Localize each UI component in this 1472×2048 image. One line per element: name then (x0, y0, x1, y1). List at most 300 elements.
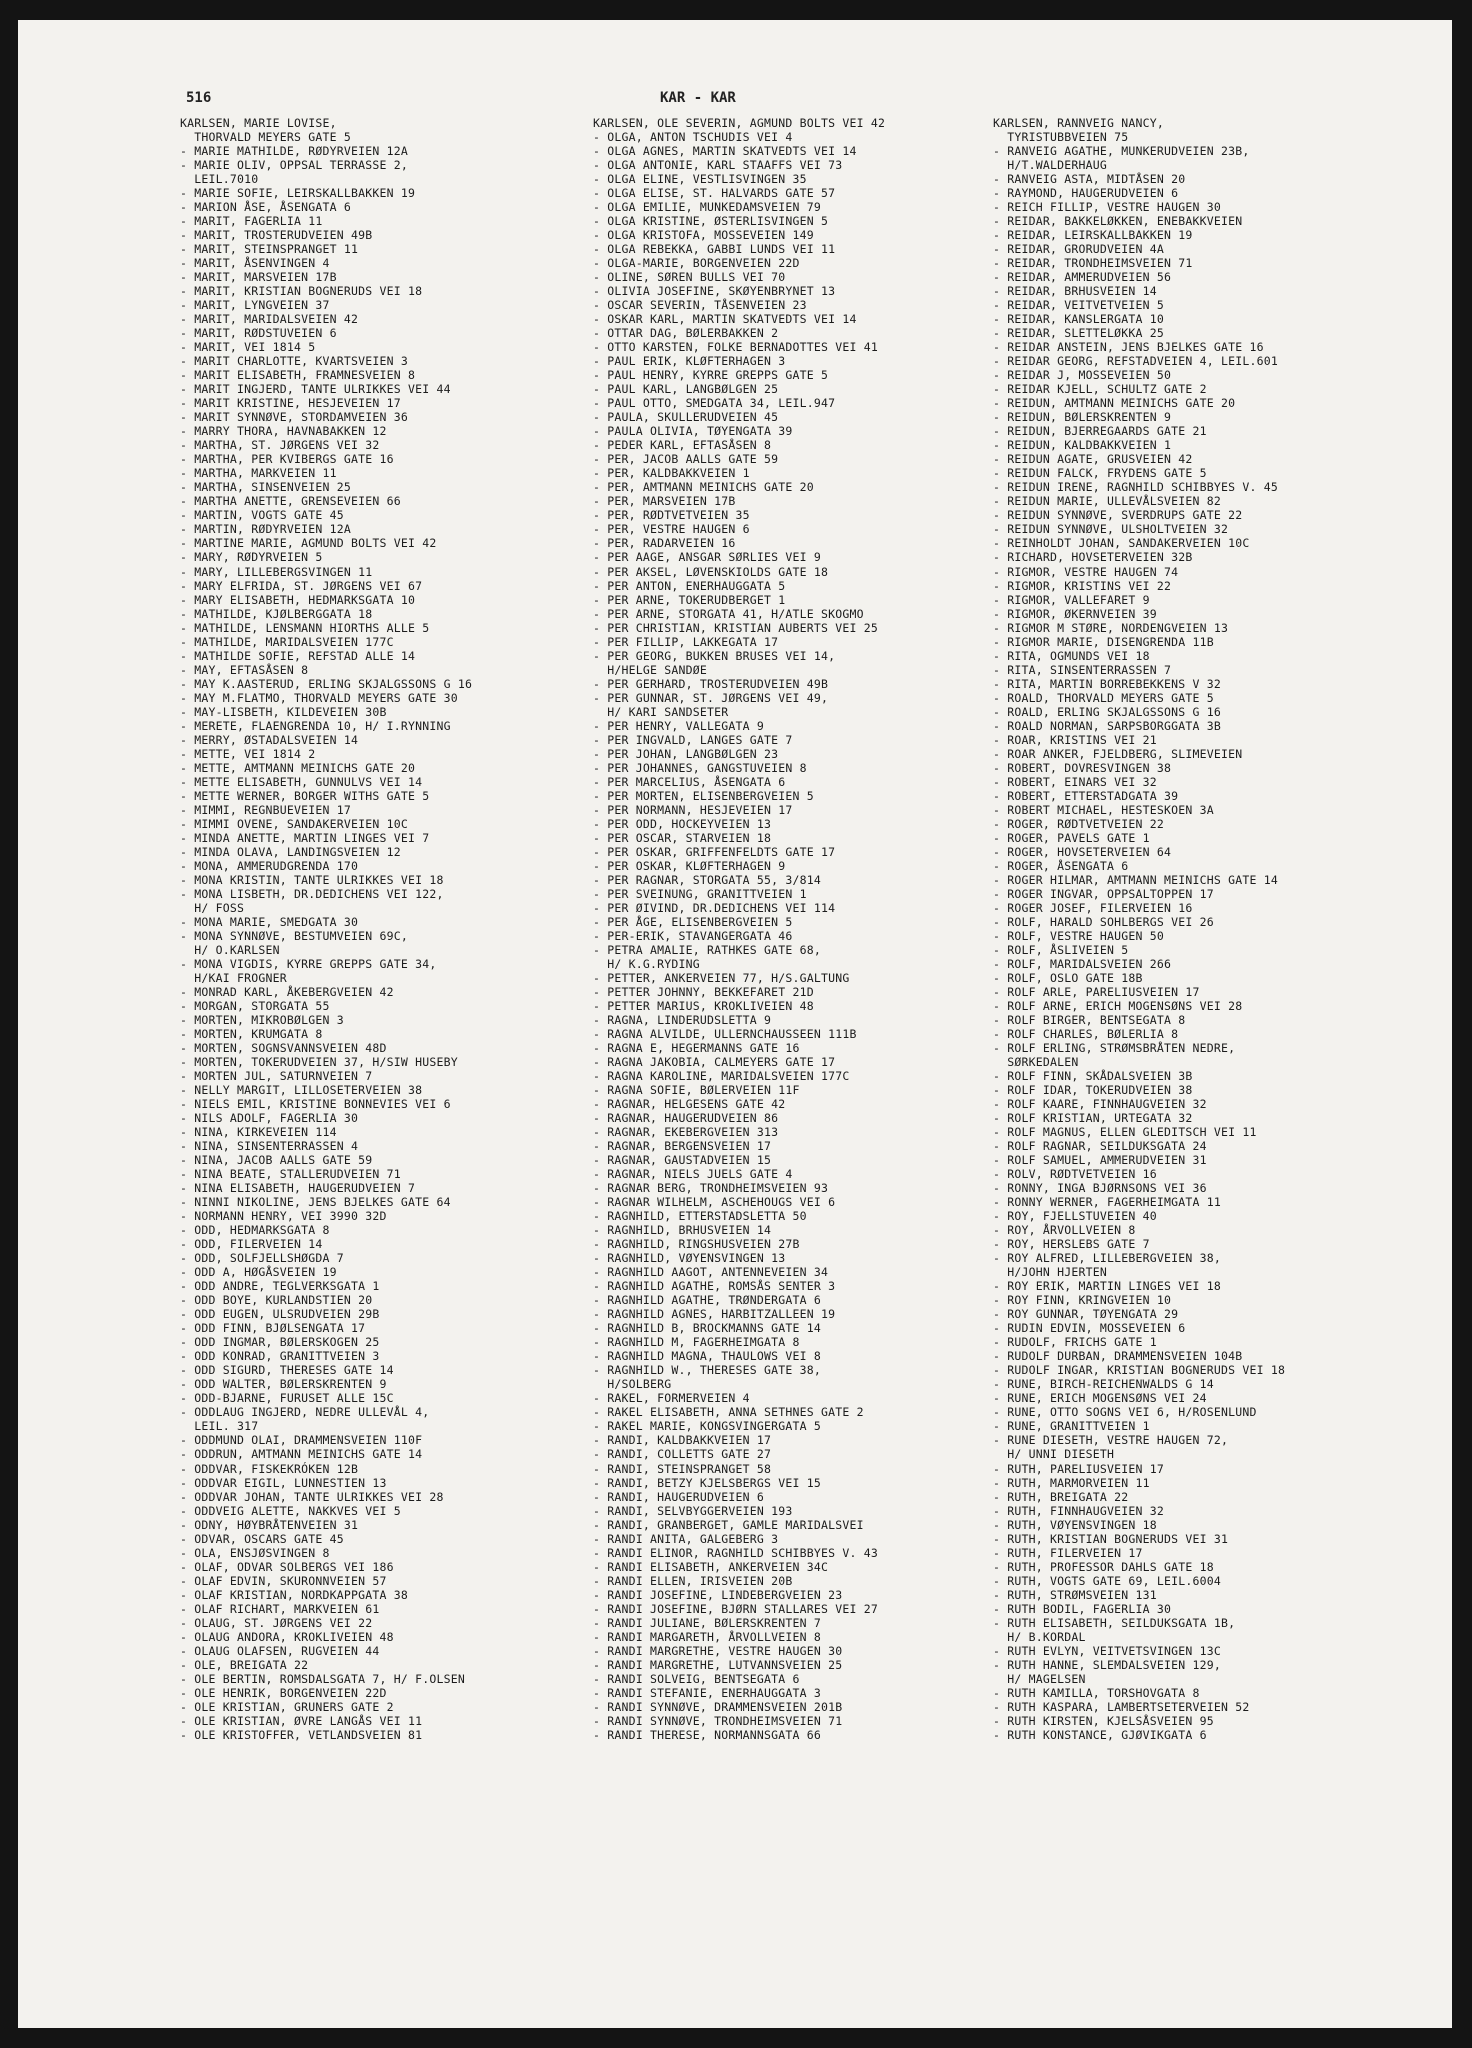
directory-entry-line: - PER FILLIP, LAKKEGATA 17 (593, 634, 779, 649)
directory-entry-line: - PER SVEINUNG, GRANITTVEIEN 1 (593, 886, 807, 901)
directory-entry-line: - PETRA AMALIE, RATHKES GATE 68, (593, 942, 821, 957)
directory-entry-line: - MARIT, VEI 1814 5 (180, 340, 316, 355)
directory-entry-line: - PER JOHANNES, GANGSTUVEIEN 8 (593, 760, 807, 775)
directory-entry-line: - ODD, HEDMARKSGATA 8 (180, 1223, 330, 1238)
directory-entry-line: - RITA, MARTIN BORREBEKKENS V 32 (993, 676, 1221, 691)
directory-entry-line: - RAKEL, FORMERVEIEN 4 (593, 1391, 750, 1406)
directory-entry-line: - RIGMOR M STØRE, NORDENGVEIEN 13 (993, 620, 1229, 635)
directory-entry-line: - RANDI, BETZY KJELSBERGS VEI 15 (593, 1475, 821, 1490)
directory-entry-line: - OLAUG, ST. JØRGENS VEI 22 (180, 1615, 373, 1630)
directory-column-2 (593, 116, 1013, 1742)
directory-entry-line: - PER, KALDBAKKVEIEN 1 (593, 466, 750, 481)
directory-entry-line: - RUTH KIRSTEN, KJELSÅSVEIEN 95 (993, 1713, 1214, 1728)
directory-entry-line: - ODDVAR, FISKEKRÓKEN 12B (180, 1461, 359, 1476)
directory-entry-line: - MARIT KRISTINE, HESJEVEIEN 17 (180, 396, 401, 411)
directory-entry-line: - PER MARCELIUS, ÅSENGATA 6 (593, 774, 786, 789)
directory-entry-line: - RAGNHILD M, FAGERHEIMGATA 8 (593, 1335, 800, 1350)
directory-entry-line: - RIGMOR, VALLEFARET 9 (993, 592, 1150, 607)
directory-entry-line: - MARY ELISABETH, HEDMARKSGATA 10 (180, 592, 416, 607)
directory-entry-line: - MARIT ELISABETH, FRAMNESVEIEN 8 (180, 368, 416, 383)
directory-entry-line: - MONA VIGDIS, KYRRE GREPPS GATE 34, (180, 956, 437, 971)
directory-entry-line: - MARIT SYNNØVE, STORDAMVEIEN 36 (180, 410, 408, 425)
directory-entry-line: - PER AAGE, ANSGAR SØRLIES VEI 9 (593, 550, 821, 565)
directory-entry-line: - OLGA KRISTOFA, MOSSEVEIEN 149 (593, 228, 814, 243)
directory-entry-line: - PAULA, SKULLERUDVEIEN 45 (593, 410, 779, 425)
directory-entry-line: H/ B.KORDAL (993, 1629, 1086, 1644)
directory-entry-line: - ODDVAR JOHAN, TANTE ULRIKKES VEI 28 (180, 1489, 444, 1504)
directory-entry-line: - RANDI MARGARETH, ÅRVOLLVEIEN 8 (593, 1629, 821, 1644)
directory-entry-line: - RUTH EVLYN, VEITVETSVINGEN 13C (993, 1643, 1221, 1658)
directory-entry-line: - MORTEN JUL, SATURNVEIEN 7 (180, 1069, 373, 1084)
directory-entry-line: - NINNI NIKOLINE, JENS BJELKES GATE 64 (180, 1195, 451, 1210)
directory-entry-line: - OLAF RICHART, MARKVEIEN 61 (180, 1601, 380, 1616)
directory-entry-line: KARLSEN, RANNVEIG NANCY, (993, 116, 1164, 130)
directory-entry-line: - ROY, HERSLEBS GATE 7 (993, 1237, 1150, 1252)
directory-entry-line: - ODDRUN, AMTMANN MEINICHS GATE 14 (180, 1447, 423, 1462)
directory-entry-line: - OLGA KRISTINE, ØSTERLISVINGEN 5 (593, 214, 829, 229)
directory-entry-line: - RANDI, STEINSPRANGET 58 (593, 1461, 772, 1476)
directory-entry-line: - REIDAR, BAKKELØKKEN, ENEBAKKVEIEN (993, 214, 1243, 229)
directory-entry-line: - REIDUN, AMTMANN MEINICHS GATE 20 (993, 396, 1236, 411)
directory-entry-line: - REIDUN SYNNØVE, SVERDRUPS GATE 22 (993, 508, 1243, 523)
directory-entry-line: - NELLY MARGIT, LILLOSETERVEIEN 38 (180, 1083, 423, 1098)
directory-entry-line: - ROLF, OSLO GATE 18B (993, 970, 1143, 985)
directory-entry-line: - RUTH, FINNHAUGVEIEN 32 (993, 1503, 1164, 1518)
directory-entry-line: - ROGER HILMAR, AMTMANN MEINICHS GATE 14 (993, 872, 1278, 887)
directory-entry-line: - ROGER, HOVSETERVEIEN 64 (993, 844, 1172, 859)
directory-entry-line: - PER GERHARD, TROSTERUDVEIEN 49B (593, 676, 829, 691)
directory-entry-line: - MARTHA, PER KVIBERGS GATE 16 (180, 452, 394, 467)
directory-entry-line: - ROALD, THORVALD MEYERS GATE 5 (993, 690, 1214, 705)
directory-entry-line: - PER, MARSVEIEN 17B (593, 494, 736, 509)
directory-entry-line: - OLAUG ANDORA, KROKLIVEIEN 48 (180, 1629, 394, 1644)
directory-entry-line: - MARTINE MARIE, AGMUND BOLTS VEI 42 (180, 536, 437, 551)
directory-entry-line: - MERRY, ØSTADALSVEIEN 14 (180, 732, 359, 747)
directory-entry-line: - REIDAR, VEITVETVEIEN 5 (993, 298, 1164, 313)
directory-entry-line: - MARTIN, RØDYRVEIEN 12A (180, 522, 351, 537)
directory-entry-line: - RANDI, SELVBYGGERVEIEN 193 (593, 1503, 793, 1518)
directory-entry-line: - ROLF KRISTIAN, URTEGATA 32 (993, 1111, 1193, 1126)
directory-entry-line: - RUTH HANNE, SLEMDALSVEIEN 129, (993, 1657, 1221, 1672)
directory-entry-line: - RANDI, HAUGERUDVEIEN 6 (593, 1489, 764, 1504)
directory-entry-line: - RAKEL ELISABETH, ANNA SETHNES GATE 2 (593, 1405, 864, 1420)
directory-entry-line: - MARY, RØDYRVEIEN 5 (180, 550, 323, 565)
directory-entry-line: - RANDI JOSEFINE, BJØRN STALLARES VEI 27 (593, 1601, 878, 1616)
directory-entry-line: - ROGER INGVAR, OPPSALTOPPEN 17 (993, 886, 1214, 901)
directory-entry-line: - RAGNA ALVILDE, ULLERNCHAUSSEEN 111B (593, 1027, 857, 1042)
directory-entry-line: - RAGNHILD AGATHE, TRØNDERGATA 6 (593, 1293, 821, 1308)
directory-entry-line: - ODDLAUG INGJERD, NEDRE ULLEVÅL 4, (180, 1405, 430, 1420)
directory-entry-line: - RAGNA JAKOBIA, CALMEYERS GATE 17 (593, 1055, 836, 1070)
directory-entry-line: - ODD EUGEN, ULSRUDVEIEN 29B (180, 1307, 380, 1322)
directory-entry-line: - PETTER JOHNNY, BEKKEFARET 21D (593, 984, 814, 999)
directory-entry-line: - MARIT, ÅSENVINGEN 4 (180, 256, 330, 271)
directory-entry-line: - RAGNAR, BERGENSVEIEN 17 (593, 1139, 772, 1154)
directory-entry-line: H/ K.G.RYDING (593, 956, 700, 971)
directory-entry-line: - NIELS EMIL, KRISTINE BONNEVIES VEI 6 (180, 1097, 451, 1112)
directory-entry-line: - ROLF RAGNAR, SEILDUKSGATA 24 (993, 1139, 1207, 1154)
directory-entry-line: - RUTH, VØYENSVINGEN 18 (993, 1517, 1157, 1532)
directory-entry-line: - ROLF MAGNUS, ELLEN GLEDITSCH VEI 11 (993, 1125, 1257, 1140)
directory-entry-line: - RAGNHILD W., THERESES GATE 38, (593, 1363, 821, 1378)
directory-entry-line: H/HELGE SANDØE (593, 662, 707, 677)
directory-entry-line: - ROBERT MICHAEL, HESTESKOEN 3A (993, 802, 1214, 817)
directory-entry-line: - REIDAR, SLETTELØKKA 25 (993, 326, 1164, 341)
directory-entry-line: - ROAR, KRISTINS VEI 21 (993, 732, 1157, 747)
directory-entry-line: - ROLF IDAR, TOKERUDVEIEN 38 (993, 1083, 1193, 1098)
directory-entry-line: - NINA, SINSENTERRASSEN 4 (180, 1139, 359, 1154)
directory-entry-line: - RUTH, PARELIUSVEIEN 17 (993, 1461, 1164, 1476)
directory-entry-line: - ROGER JOSEF, FILERVEIEN 16 (993, 900, 1193, 915)
directory-entry-line: - MAY, EFTASÅSEN 8 (180, 662, 309, 677)
directory-entry-line: - NINA ELISABETH, HAUGERUDVEIEN 7 (180, 1181, 416, 1196)
directory-entry-line: - ROY, FJELLSTUVEIEN 40 (993, 1209, 1157, 1224)
directory-entry-line: - RAGNAR, HAUGERUDVEIEN 86 (593, 1111, 779, 1126)
directory-entry-line: - RUTH, STRØMSVEIEN 131 (993, 1587, 1157, 1602)
directory-entry-line: - RIGMOR, KRISTINS VEI 22 (993, 578, 1172, 593)
directory-entry-line: - PETTER MARIUS, KROKLIVEIEN 48 (593, 998, 814, 1013)
directory-entry-line: - REIDAR ANSTEIN, JENS BJELKES GATE 16 (993, 340, 1264, 355)
directory-entry-line: - MARIE SOFIE, LEIRSKALLBAKKEN 19 (180, 186, 416, 201)
directory-entry-line: - MARRY THORA, HAVNABAKKEN 12 (180, 424, 387, 439)
directory-entry-line: - MARTHA, SINSENVEIEN 25 (180, 480, 351, 495)
directory-entry-line: LEIL. 317 (180, 1419, 259, 1434)
directory-entry-line: - RAGNAR, GAUSTADVEIEN 15 (593, 1153, 772, 1168)
directory-entry-line: - REIDUN FALCK, FRYDENS GATE 5 (993, 466, 1207, 481)
directory-entry-line: - RAGNAR, EKEBERGVEIEN 313 (593, 1125, 779, 1140)
directory-entry-line: - OLGA REBEKKA, GABBI LUNDS VEI 11 (593, 242, 836, 257)
directory-entry-line: - MARIT INGJERD, TANTE ULRIKKES VEI 44 (180, 382, 451, 397)
directory-entry-line: - ODDVEIG ALETTE, NAKKVES VEI 5 (180, 1503, 401, 1518)
directory-entry-line: - ODD INGMAR, BØLERSKOGEN 25 (180, 1335, 380, 1350)
directory-entry-line: - REIDAR, KANSLERGATA 10 (993, 312, 1164, 327)
directory-entry-line: - RAGNAR WILHELM, ASCHEHOUGS VEI 6 (593, 1195, 836, 1210)
directory-entry-line: - ODD FINN, BJØLSENGATA 17 (180, 1321, 366, 1336)
directory-entry-line: - ROLF BIRGER, BENTSEGATA 8 (993, 1013, 1186, 1027)
directory-entry-line: - REIDUN SYNNØVE, ULSHOLTVEIEN 32 (993, 522, 1229, 537)
directory-entry-line: - MARION ÅSE, ÅSENGATA 6 (180, 200, 351, 215)
directory-entry-line: H/ FOSS (180, 900, 245, 915)
directory-entry-line: H/T.WALDERHAUG (993, 158, 1107, 173)
directory-entry-line: - RUTH, BREIGATA 22 (993, 1489, 1129, 1504)
directory-entry-line: - RUTH, MARMORVEIEN 11 (993, 1475, 1150, 1490)
directory-entry-line: - ROLF ARLE, PARELIUSVEIEN 17 (993, 984, 1200, 999)
directory-entry-line: - MORTEN, KRUMGATA 8 (180, 1027, 323, 1042)
directory-entry-line: - ROALD, ERLING SKJALGSSONS G 16 (993, 704, 1221, 719)
directory-entry-line: - RANDI JULIANE, BØLERSKRENTEN 7 (593, 1615, 821, 1630)
directory-entry-line: - MATHILDE, KJØLBERGGATA 18 (180, 606, 373, 621)
directory-entry-line: - OLGA ELINE, VESTLISVINGEN 35 (593, 172, 807, 187)
directory-entry-line: - ODVAR, OSCARS GATE 45 (180, 1531, 344, 1546)
directory-entry-line: LEIL.7010 (180, 172, 259, 187)
directory-entry-line: - METTE ELISABETH, GUNNULVS VEI 14 (180, 774, 423, 789)
directory-entry-line: - MARIE OLIV, OPPSAL TERRASSE 2, (180, 158, 408, 173)
directory-entry-line: - RANDI JOSEFINE, LINDEBERGVEIEN 23 (593, 1587, 843, 1602)
directory-entry-line: - METTE, AMTMANN MEINICHS GATE 20 (180, 760, 416, 775)
directory-entry-line: - ROGER, ÅSENGATA 6 (993, 858, 1129, 873)
directory-entry-line: - REIDUN, KALDBAKKVEIEN 1 (993, 438, 1172, 453)
directory-entry-line: - RANVEIG AGATHE, MUNKERUDVEIEN 23B, (993, 144, 1250, 159)
directory-entry-line: - MARTIN, VOGTS GATE 45 (180, 508, 344, 523)
directory-entry-line: - ROLF ARNE, ERICH MOGENSØNS VEI 28 (993, 998, 1243, 1013)
directory-entry-line: - PER HENRY, VALLEGATA 9 (593, 718, 764, 733)
directory-entry-line: - MONA, AMMERUDGRENDA 170 (180, 858, 359, 873)
directory-entry-line: - ROGER, RØDTVETVEIEN 22 (993, 816, 1164, 831)
directory-entry-line: - PER CHRISTIAN, KRISTIAN AUBERTS VEI 25 (593, 620, 878, 635)
directory-entry-line: - MONA KRISTIN, TANTE ULRIKKES VEI 18 (180, 872, 444, 887)
directory-entry-line: - ODD WALTER, BØLERSKRENTEN 9 (180, 1377, 387, 1392)
directory-entry-line: - OLGA EMILIE, MUNKEDAMSVEIEN 79 (593, 200, 821, 215)
directory-entry-line: - MARY ELFRIDA, ST. JØRGENS VEI 67 (180, 578, 423, 593)
directory-entry-line: - PER GUNNAR, ST. JØRGENS VEI 49, (593, 690, 829, 705)
directory-entry-line: - MARIT, LYNGVEIEN 37 (180, 298, 330, 313)
directory-entry-line: - RANDI SOLVEIG, BENTSEGATA 6 (593, 1671, 800, 1686)
directory-entry-line: H/ UNNI DIESETH (993, 1447, 1115, 1462)
directory-entry-line: - REIDAR KJELL, SCHULTZ GATE 2 (993, 382, 1207, 397)
directory-entry-line: - RAGNHILD AGNES, HARBITZALLEEN 19 (593, 1307, 836, 1322)
directory-entry-line: - ROLF, MARIDALSVEIEN 266 (993, 956, 1172, 971)
directory-entry-line: - PER ARNE, TOKERUDBERGET 1 (593, 592, 786, 607)
directory-entry-line: - MORTEN, TOKERUDVEIEN 37, H/SIW HUSEBY (180, 1055, 458, 1070)
directory-entry-line: - REIDAR, TRONDHEIMSVEIEN 71 (993, 256, 1193, 271)
directory-entry-line: - RUDOLF INGAR, KRISTIAN BOGNERUDS VEI 18 (993, 1363, 1286, 1378)
directory-entry-line: - ROGER, PAVELS GATE 1 (993, 830, 1150, 845)
directory-entry-line: - RUTH, PROFESSOR DAHLS GATE 18 (993, 1559, 1214, 1574)
directory-entry-line: - OTTAR DAG, BØLERBAKKEN 2 (593, 326, 779, 341)
directory-entry-line: - RIGMOR, ØKERNVEIEN 39 (993, 606, 1157, 621)
directory-entry-line: - RANDI, GRANBERGET, GAMLE MARIDALSVEI (593, 1517, 864, 1532)
directory-entry-line: - ODD SIGURD, THERESES GATE 14 (180, 1363, 394, 1378)
directory-entry-line: - RANDI ELISABETH, ANKERVEIEN 34C (593, 1559, 829, 1574)
directory-entry-line: - OLAF, ODVAR SOLBERGS VEI 186 (180, 1559, 394, 1574)
directory-entry-line: - REIDUN, BØLERSKRENTEN 9 (993, 410, 1172, 425)
directory-entry-line: - ROBERT, DOVRESVINGEN 38 (993, 760, 1172, 775)
directory-entry-line: - RANDI MARGRETHE, LUTVANNSVEIEN 25 (593, 1657, 843, 1672)
directory-entry-line: - ROLF, VESTRE HAUGEN 50 (993, 928, 1164, 943)
directory-entry-line: - RUTH KONSTANCE, GJØVIKGATA 6 (993, 1727, 1207, 1742)
running-head: KAR - KAR (660, 90, 736, 106)
directory-entry-line: TYRISTUBBVEIEN 75 (993, 130, 1129, 145)
directory-entry-line: - PER ANTON, ENERHAUGGATA 5 (593, 578, 786, 593)
directory-column-1 (180, 116, 600, 1742)
directory-entry-line: - OLGA ELISE, ST. HALVARDS GATE 57 (593, 186, 836, 201)
directory-entry-line: - RUDOLF, FRICHS GATE 1 (993, 1335, 1157, 1350)
directory-entry-line: - RUNE DIESETH, VESTRE HAUGEN 72, (993, 1433, 1229, 1448)
directory-entry-line: - RAGNA KAROLINE, MARIDALSVEIEN 177C (593, 1069, 850, 1084)
directory-entry-line: - RANDI ELLEN, IRISVEIEN 20B (593, 1573, 793, 1588)
directory-entry-line: - PER, RADARVEIEN 16 (593, 536, 736, 551)
directory-entry-line: - RAGNAR, HELGESENS GATE 42 (593, 1097, 786, 1112)
directory-entry-line: - REIDUN MARIE, ULLEVÅLSVEIEN 82 (993, 494, 1221, 509)
directory-entry-line: - RUNE, ERICH MOGENSØNS VEI 24 (993, 1391, 1207, 1406)
directory-entry-line: - RIGMOR, VESTRE HAUGEN 74 (993, 564, 1179, 579)
directory-entry-line: - RANDI THERESE, NORMANNSGATA 66 (593, 1727, 821, 1742)
directory-entry-line: H/JOHN HJERTEN (993, 1265, 1107, 1280)
directory-entry-line: H/SOLBERG (593, 1377, 672, 1392)
directory-entry-line: - PER ÅGE, ELISENBERGVEIEN 5 (593, 914, 793, 929)
directory-page (18, 20, 1452, 2028)
directory-entry-line: - REIDAR GEORG, REFSTADVEIEN 4, LEIL.601 (993, 354, 1278, 369)
directory-entry-line: - RAGNHILD, RINGSHUSVEIEN 27B (593, 1237, 800, 1252)
directory-entry-line: - OLIVIA JOSEFINE, SKØYENBRYNET 13 (593, 284, 836, 299)
directory-entry-line: - MARTHA, ST. JØRGENS VEI 32 (180, 438, 380, 453)
directory-entry-line: - REIDAR, GRORUDVEIEN 4A (993, 242, 1164, 257)
directory-entry-line: - ODNY, HØYBRÅTENVEIEN 31 (180, 1517, 359, 1532)
directory-entry-line: - PER ODD, HOCKEYVEIEN 13 (593, 816, 772, 831)
directory-entry-line: - MAY K.AASTERUD, ERLING SKJALGSSONS G 16 (180, 676, 473, 691)
directory-entry-line: - RUNE, BIRCH-REICHENWALDS G 14 (993, 1377, 1214, 1392)
directory-entry-line: - RITA, OGMUNDS VEI 18 (993, 648, 1150, 663)
directory-entry-line: - ROLF, HARALD SOHLBERGS VEI 26 (993, 914, 1214, 929)
directory-entry-line: - RUTH KASPARA, LAMBERTSETERVEIEN 52 (993, 1699, 1250, 1714)
directory-entry-line: - MARIT, MARIDALSVEIEN 42 (180, 312, 359, 327)
directory-entry-line: - OLAUG OLAFSEN, RUGVEIEN 44 (180, 1643, 380, 1658)
directory-entry-line: - RANDI STEFANIE, ENERHAUGGATA 3 (593, 1685, 821, 1700)
directory-entry-line: - RUTH BODIL, FAGERLIA 30 (993, 1601, 1172, 1616)
directory-entry-line: - ROLF CHARLES, BØLERLIA 8 (993, 1027, 1179, 1042)
directory-entry-line: - NORMANN HENRY, VEI 3990 32D (180, 1209, 387, 1224)
directory-entry-line: H/ O.KARLSEN (180, 942, 280, 957)
directory-entry-line: - PAUL KARL, LANGBØLGEN 25 (593, 382, 779, 397)
directory-entry-line: - PER, JACOB AALLS GATE 59 (593, 452, 779, 467)
directory-entry-line: - OLE HENRIK, BORGENVEIEN 22D (180, 1685, 387, 1700)
directory-entry-line: - PAUL HENRY, KYRRE GREPPS GATE 5 (593, 368, 829, 383)
directory-entry-line: - ROY, ÅRVOLLVEIEN 8 (993, 1223, 1136, 1238)
directory-entry-line: - REIDAR J, MOSSEVEIEN 50 (993, 368, 1172, 383)
directory-entry-line: - RUTH KAMILLA, TORSHOVGATA 8 (993, 1685, 1200, 1700)
directory-entry-line: - PER GEORG, BUKKEN BRUSES VEI 14, (593, 648, 836, 663)
directory-entry-line: - RUTH, FILERVEIEN 17 (993, 1545, 1143, 1560)
directory-entry-line: - RAGNHILD, BRHUSVEIEN 14 (593, 1223, 772, 1238)
directory-entry-line: - RUDOLF DURBAN, DRAMMENSVEIEN 104B (993, 1349, 1243, 1364)
directory-entry-line: - PER OSKAR, KLØFTERHAGEN 9 (593, 858, 786, 873)
directory-entry-line: - PETTER, ANKERVEIEN 77, H/S.GALTUNG (593, 970, 850, 985)
directory-entry-line: - ROY ERIK, MARTIN LINGES VEI 18 (993, 1279, 1221, 1294)
directory-entry-line: - ROALD NORMAN, SARPSBORGGATA 3B (993, 718, 1221, 733)
directory-entry-line: - ROLF, ÅSLIVEIEN 5 (993, 942, 1129, 957)
directory-entry-line: - MONA MARIE, SMEDGATA 30 (180, 914, 359, 929)
directory-entry-line: - MARY, LILLEBERGSVINGEN 11 (180, 564, 373, 579)
directory-entry-line: - MARIT, TROSTERUDVEIEN 49B (180, 228, 373, 243)
directory-entry-line: - RANDI ANITA, GALGEBERG 3 (593, 1531, 779, 1546)
directory-entry-line: - RIGMOR MARIE, DISENGRENDA 11B (993, 634, 1214, 649)
directory-entry-line: - RUTH ELISABETH, SEILDUKSGATA 1B, (993, 1615, 1236, 1630)
directory-entry-line: - ROLF SAMUEL, AMMERUDVEIEN 31 (993, 1153, 1207, 1168)
directory-entry-line: - ODDMUND OLAI, DRAMMENSVEIEN 110F (180, 1433, 423, 1448)
directory-entry-line: - RAGNHILD AAGOT, ANTENNEVEIEN 34 (593, 1265, 829, 1280)
directory-entry-line: - MORGAN, STORGATA 55 (180, 998, 330, 1013)
directory-entry-line: - OLGA ANTONIE, KARL STAAFFS VEI 73 (593, 158, 843, 173)
directory-entry-line: - RANDI, COLLETTS GATE 27 (593, 1447, 772, 1462)
directory-entry-line: - OLE KRISTOFFER, VETLANDSVEIEN 81 (180, 1727, 423, 1742)
directory-entry-line: - MIMMI, REGNBUEVEIEN 17 (180, 802, 351, 817)
directory-entry-line: - MARTHA ANETTE, GRENSEVEIEN 66 (180, 494, 401, 509)
directory-entry-line: - PER, RØDTVETVEIEN 35 (593, 508, 750, 523)
directory-entry-line: - NINA BEATE, STALLERUDVEIEN 71 (180, 1167, 401, 1182)
directory-entry-line: - MARIE MATHILDE, RØDYRVEIEN 12A (180, 144, 408, 159)
directory-entry-line: KARLSEN, MARIE LOVISE, (180, 116, 337, 130)
directory-entry-line: - RONNY, INGA BJØRNSONS VEI 36 (993, 1181, 1207, 1196)
directory-entry-line: - PER ØIVIND, DR.DEDICHENS VEI 114 (593, 900, 836, 915)
directory-entry-line: - PER MORTEN, ELISENBERGVEIEN 5 (593, 788, 814, 803)
directory-entry-line: - PER ARNE, STORGATA 41, H/ATLE SKOGMO (593, 606, 864, 621)
directory-entry-line: - OLAF EDVIN, SKURONNVEIEN 57 (180, 1573, 387, 1588)
directory-entry-line: KARLSEN, OLE SEVERIN, AGMUND BOLTS VEI 42 (593, 116, 886, 130)
directory-entry-line: - MARIT CHARLOTTE, KVARTSVEIEN 3 (180, 354, 408, 369)
directory-entry-line: - RANDI SYNNØVE, DRAMMENSVEIEN 201B (593, 1699, 843, 1714)
directory-entry-line: - PAUL OTTO, SMEDGATA 34, LEIL.947 (593, 396, 836, 411)
directory-entry-line: THORVALD MEYERS GATE 5 (180, 130, 351, 145)
directory-entry-line: - PER, AMTMANN MEINICHS GATE 20 (593, 480, 814, 495)
directory-entry-line: - OLGA, ANTON TSCHUDIS VEI 4 (593, 130, 793, 145)
directory-entry-line: - RITA, SINSENTERRASSEN 7 (993, 662, 1172, 677)
directory-entry-line: - PEDER KARL, EFTASÅSEN 8 (593, 438, 772, 453)
directory-entry-line: - MIMMI OVENE, SANDAKERVEIEN 10C (180, 816, 408, 831)
directory-entry-line: - METTE, VEI 1814 2 (180, 746, 316, 761)
directory-entry-line: - REICH FILLIP, VESTRE HAUGEN 30 (993, 200, 1221, 215)
directory-entry-line: - OLGA AGNES, MARTIN SKATVEDTS VEI 14 (593, 144, 857, 159)
directory-entry-line: - RANDI MARGRETHE, VESTRE HAUGEN 30 (593, 1643, 843, 1658)
directory-entry-line: SØRKEDALEN (993, 1055, 1079, 1070)
directory-entry-line: - MARIT, FAGERLIA 11 (180, 214, 323, 229)
directory-entry-line: - ROBERT, EINARS VEI 32 (993, 774, 1157, 789)
directory-entry-line: - MONA LISBETH, DR.DEDICHENS VEI 122, (180, 886, 444, 901)
directory-entry-line: - MERETE, FLAENGRENDA 10, H/ I.RYNNING (180, 718, 451, 733)
directory-entry-line: - REIDUN IRENE, RAGNHILD SCHIBBYES V. 45 (993, 480, 1278, 495)
directory-entry-line: - MORTEN, SOGNSVANNSVEIEN 48D (180, 1041, 387, 1056)
directory-entry-line: - OSCAR SEVERIN, TÅSENVEIEN 23 (593, 298, 807, 313)
directory-entry-line: - ODD ANDRE, TEGLVERKSGATA 1 (180, 1279, 380, 1294)
directory-entry-line: - RUDIN EDVIN, MOSSEVEIEN 6 (993, 1321, 1186, 1336)
directory-entry-line: - RANDI SYNNØVE, TRONDHEIMSVEIEN 71 (593, 1713, 843, 1728)
directory-entry-line: - MATHILDE SOFIE, REFSTAD ALLE 14 (180, 648, 416, 663)
directory-entry-line: - ODD, SOLFJELLSHØGDA 7 (180, 1251, 344, 1266)
directory-entry-line: - RANDI ELINOR, RAGNHILD SCHIBBYES V. 43 (593, 1545, 878, 1560)
directory-entry-line: - MARIT, RØDSTUVEIEN 6 (180, 326, 337, 341)
directory-entry-line: - MAY M.FLATMO, THORVALD MEYERS GATE 30 (180, 690, 458, 705)
directory-entry-line: - REIDAR, AMMERUDVEIEN 56 (993, 270, 1172, 285)
directory-entry-line: - PER AKSEL, LØVENSKIOLDS GATE 18 (593, 564, 829, 579)
directory-entry-line: - RUTH, VOGTS GATE 69, LEIL.6004 (993, 1573, 1221, 1588)
directory-entry-line: - ROLF FINN, SKÅDALSVEIEN 3B (993, 1069, 1193, 1084)
directory-entry-line: - ODD-BJARNE, FURUSET ALLE 15C (180, 1391, 394, 1406)
directory-entry-line: - MARIT, KRISTIAN BOGNERUDS VEI 18 (180, 284, 423, 299)
directory-entry-line: - PER OSCAR, STARVEIEN 18 (593, 830, 772, 845)
directory-entry-line: - OLE KRISTIAN, ØVRE LANGÅS VEI 11 (180, 1713, 423, 1728)
directory-entry-line: - RAGNHILD, VØYENSVINGEN 13 (593, 1251, 786, 1266)
directory-entry-line: - OLA, ENSJØSVINGEN 8 (180, 1545, 330, 1560)
directory-entry-line: - RUTH, KRISTIAN BOGNERUDS VEI 31 (993, 1531, 1229, 1546)
directory-entry-line: - ROBERT, ETTERSTADGATA 39 (993, 788, 1179, 803)
directory-entry-line: - RAGNAR BERG, TRONDHEIMSVEIEN 93 (593, 1181, 829, 1196)
directory-entry-line: - RAGNA, LINDERUDSLETTA 9 (593, 1013, 772, 1027)
directory-entry-line: - REIDAR, LEIRSKALLBAKKEN 19 (993, 228, 1193, 243)
directory-entry-line: - OLGA-MARIE, BORGENVEIEN 22D (593, 256, 800, 271)
directory-entry-line: - RAYMOND, HAUGERUDVEIEN 6 (993, 186, 1179, 201)
directory-entry-line: - PER-ERIK, STAVANGERGATA 46 (593, 928, 793, 943)
directory-entry-line: - PER OSKAR, GRIFFENFELDTS GATE 17 (593, 844, 836, 859)
directory-entry-line: - RICHARD, HOVSETERVEIEN 32B (993, 550, 1193, 565)
directory-entry-line: - ODD KONRAD, GRANITTVEIEN 3 (180, 1349, 380, 1364)
directory-entry-line: H/ KARI SANDSETER (593, 704, 729, 719)
directory-entry-line: - RUNE, GRANITTVEIEN 1 (993, 1419, 1150, 1434)
directory-entry-line: - PAULA OLIVIA, TØYENGATA 39 (593, 424, 793, 439)
directory-entry-line: - OTTO KARSTEN, FOLKE BERNADOTTES VEI 41 (593, 340, 878, 355)
directory-entry-line: - RAGNHILD MAGNA, THAULOWS VEI 8 (593, 1349, 821, 1364)
directory-entry-line: - ODD, FILERVEIEN 14 (180, 1237, 323, 1252)
directory-entry-line: - RANVEIG ASTA, MIDTÅSEN 20 (993, 172, 1186, 187)
directory-entry-line: - MAY-LISBETH, KILDEVEIEN 30B (180, 704, 387, 719)
